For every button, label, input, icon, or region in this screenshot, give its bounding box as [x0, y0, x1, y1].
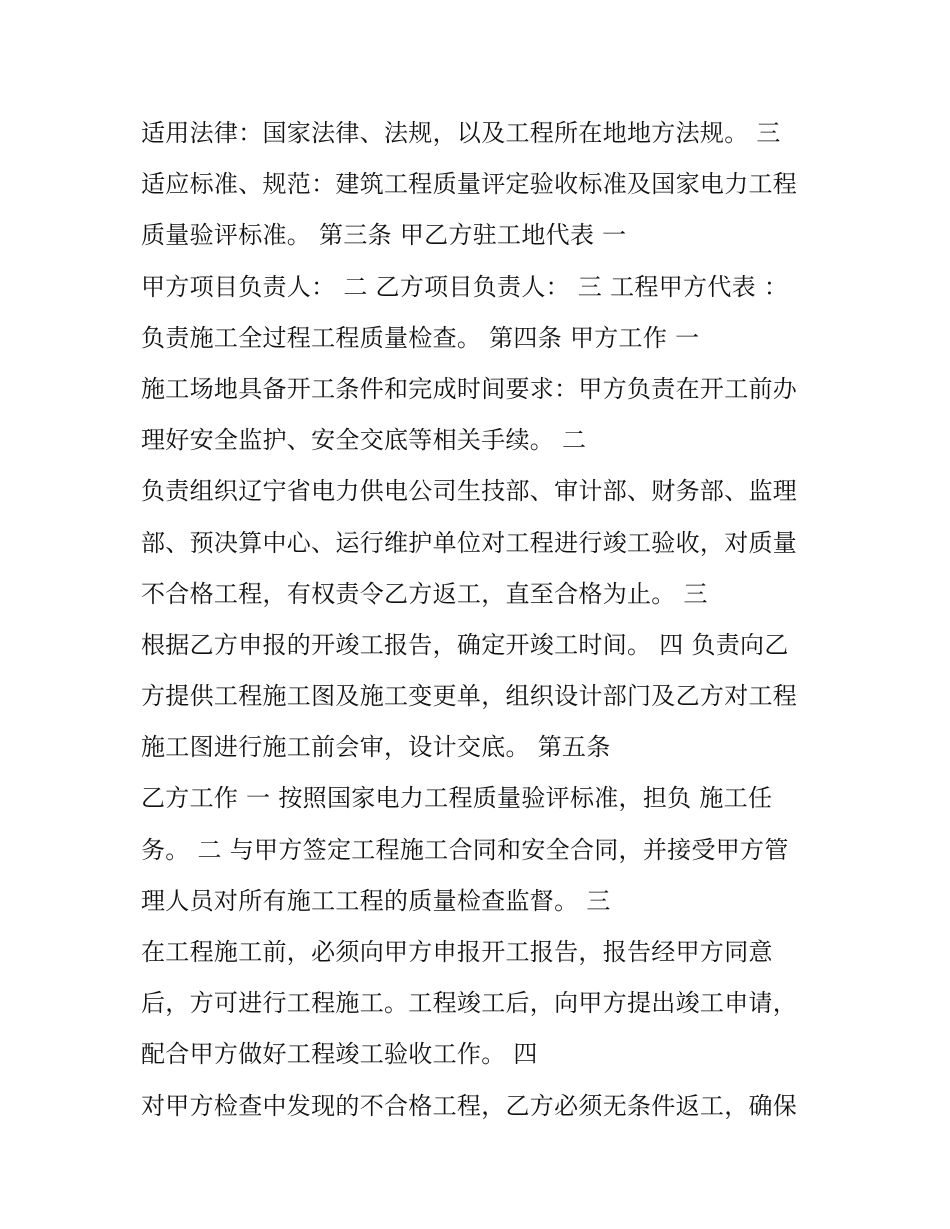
text-line-7: 理好安全监护、安全交底等相关手续。 二: [141, 426, 587, 455]
text-line-14: 乙方工作 一 按照国家电力工程质量验评标准，担负 施工任: [141, 784, 773, 813]
text-line-2: 适应标准、规范：建筑工程质量评定验收标准及国家电力工程: [141, 170, 798, 199]
text-line-18: 后，方可进行工程施工。工程竣工后，向甲方提出竣工申请，: [141, 989, 798, 1018]
text-line-10: 不合格工程，有权责令乙方返工，直至合格为止。 三: [141, 579, 708, 608]
text-line-15: 务。 二 与甲方签定工程施工合同和安全合同，并接受甲方管: [141, 835, 789, 864]
text-line-16: 理人员对所有施工工程的质量检查监督。 三: [141, 886, 611, 915]
text-line-11: 根据乙方申报的开竣工报告，确定开竣工时间。 四 负责向乙: [141, 630, 789, 659]
text-line-19: 配合甲方做好工程竣工验收工作。 四: [141, 1040, 538, 1069]
text-line-4: 甲方项目负责人： 二 乙方项目负责人： 三 工程甲方代表 ：: [141, 272, 789, 301]
text-line-12: 方提供工程施工图及施工变更单，组织设计部门及乙方对工程: [141, 682, 798, 711]
text-line-1: 适用法律：国家法律、法规，以及工程所在地地方法规。 三: [141, 119, 781, 147]
text-line-8: 负责组织辽宁省电力供电公司生技部、审计部、财务部、监理: [141, 477, 798, 506]
text-line-5: 负责施工全过程工程质量检查。 第四条 甲方工作 一: [141, 323, 700, 352]
text-line-13: 施工图进行施工前会审，设计交底。 第五条: [141, 733, 611, 762]
text-line-20: 对甲方检查中发现的不合格工程，乙方必须无条件返工，确保: [141, 1091, 798, 1120]
text-line-6: 施工场地具备开工条件和完成时间要求：甲方负责在开工前办: [141, 374, 798, 403]
text-line-17: 在工程施工前，必须向甲方申报开工报告，报告经甲方同意: [141, 938, 773, 966]
document-body: [141, 108, 821, 1132]
text-line-3: 质量验评标准。 第三条 甲乙方驻工地代表 一: [141, 221, 627, 250]
text-line-9: 部、预决算中心、运行维护单位对工程进行竣工验收，对质量: [141, 528, 798, 557]
